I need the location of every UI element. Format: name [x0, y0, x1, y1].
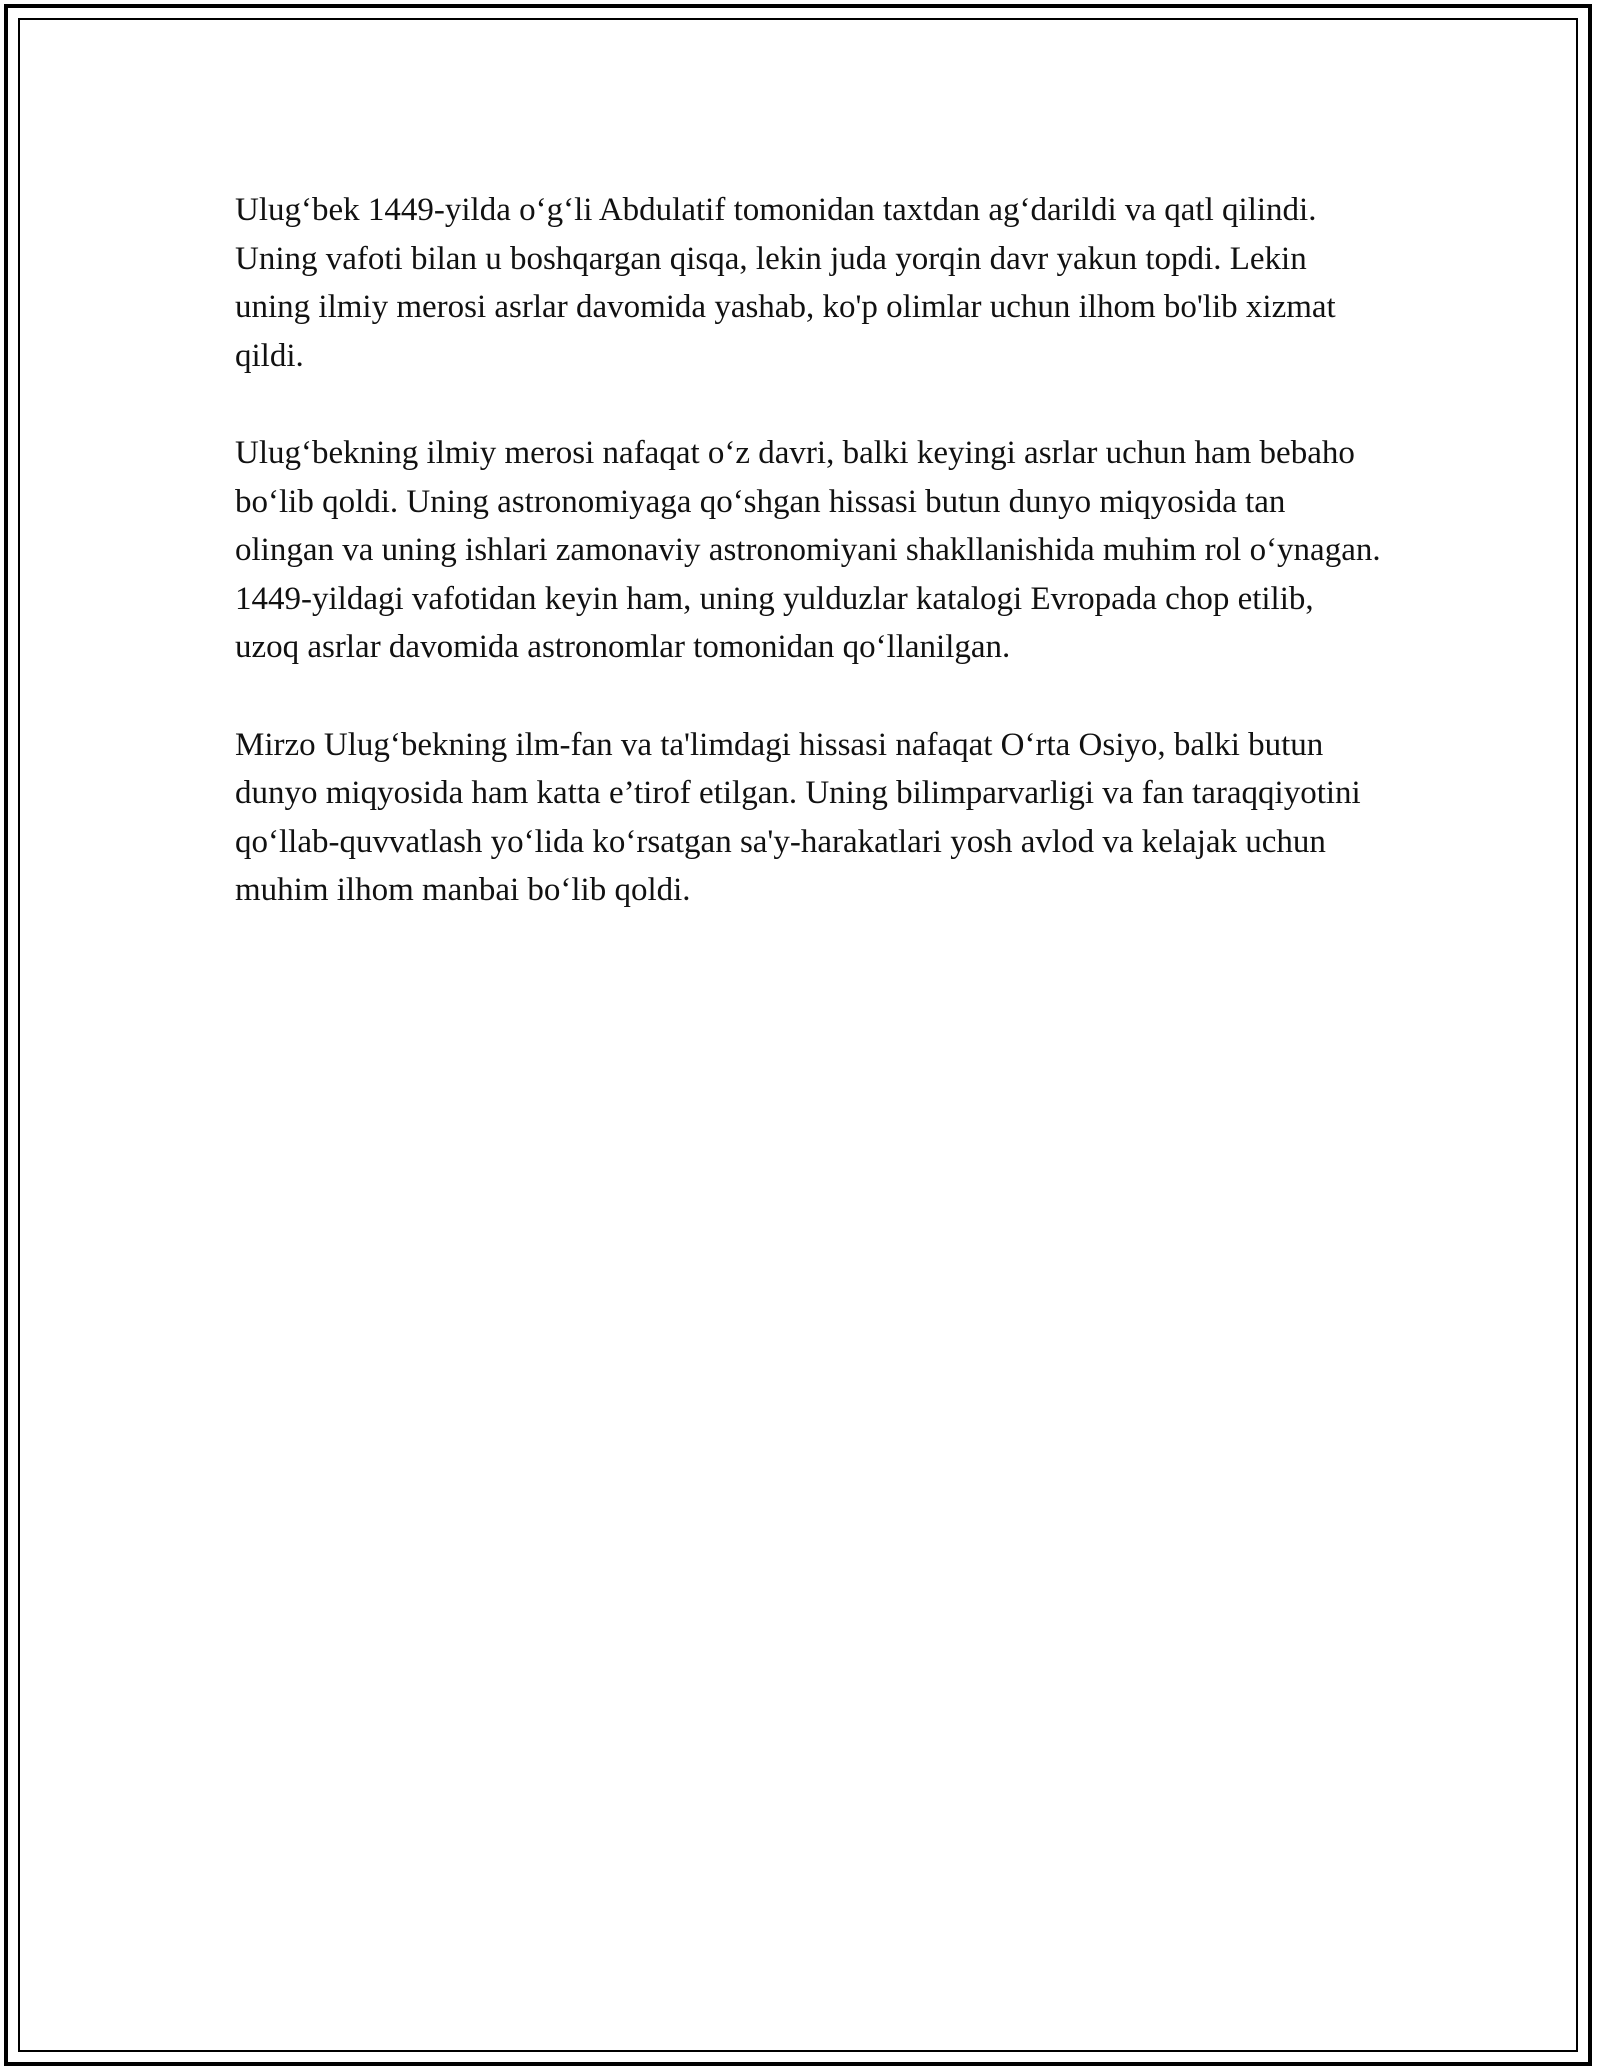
- paragraph-1: Ulug‘bek 1449-yilda o‘g‘li Abdulatif tomonidan taxtdan ag‘darildi va qatl qilindi. Uning vafoti bilan u boshqargan qisqa, lekin juda yorqin davr yakun topdi. Lekin uning ilmiy merosi asrlar davomida yashab, ko'p olimlar uchun ilhom bo'lib xizmat qildi.: [235, 192, 1336, 374]
- paragraph-3: Mirzo Ulug‘bekning ilm-fan va ta'limdagi hissasi nafaqat O‘rta Osiyo, balki butun dunyo miqyosida ham katta e’tirof etilgan. Uning bilimparvarligi va fan taraqqiyotini qo‘llab-quvvatlash yo‘lida ko‘rsatgan sa'y-harakatlari yosh avlod va kelajak uchun muhim ilhom manbai bo‘lib qoldi.: [235, 726, 1361, 908]
- paragraph-2: Ulug‘bekning ilmiy merosi nafaqat o‘z davri, balki keyingi asrlar uchun ham bebaho bo‘lib qoldi. Uning astronomiyaga qo‘shgan hissasi butun dunyo miqyosida tan olingan va uning ishlari zamonaviy astronomiyani shakllanishida muhim rol o‘ynagan. 1449-yildagi vafotidan keyin ham, uning yulduzlar katalogi Evropada chop etilib, uzoq asrlar davomida astronomlar tomonidan qo‘llanilgan.: [235, 435, 1381, 665]
- document-body: [235, 186, 1385, 964]
